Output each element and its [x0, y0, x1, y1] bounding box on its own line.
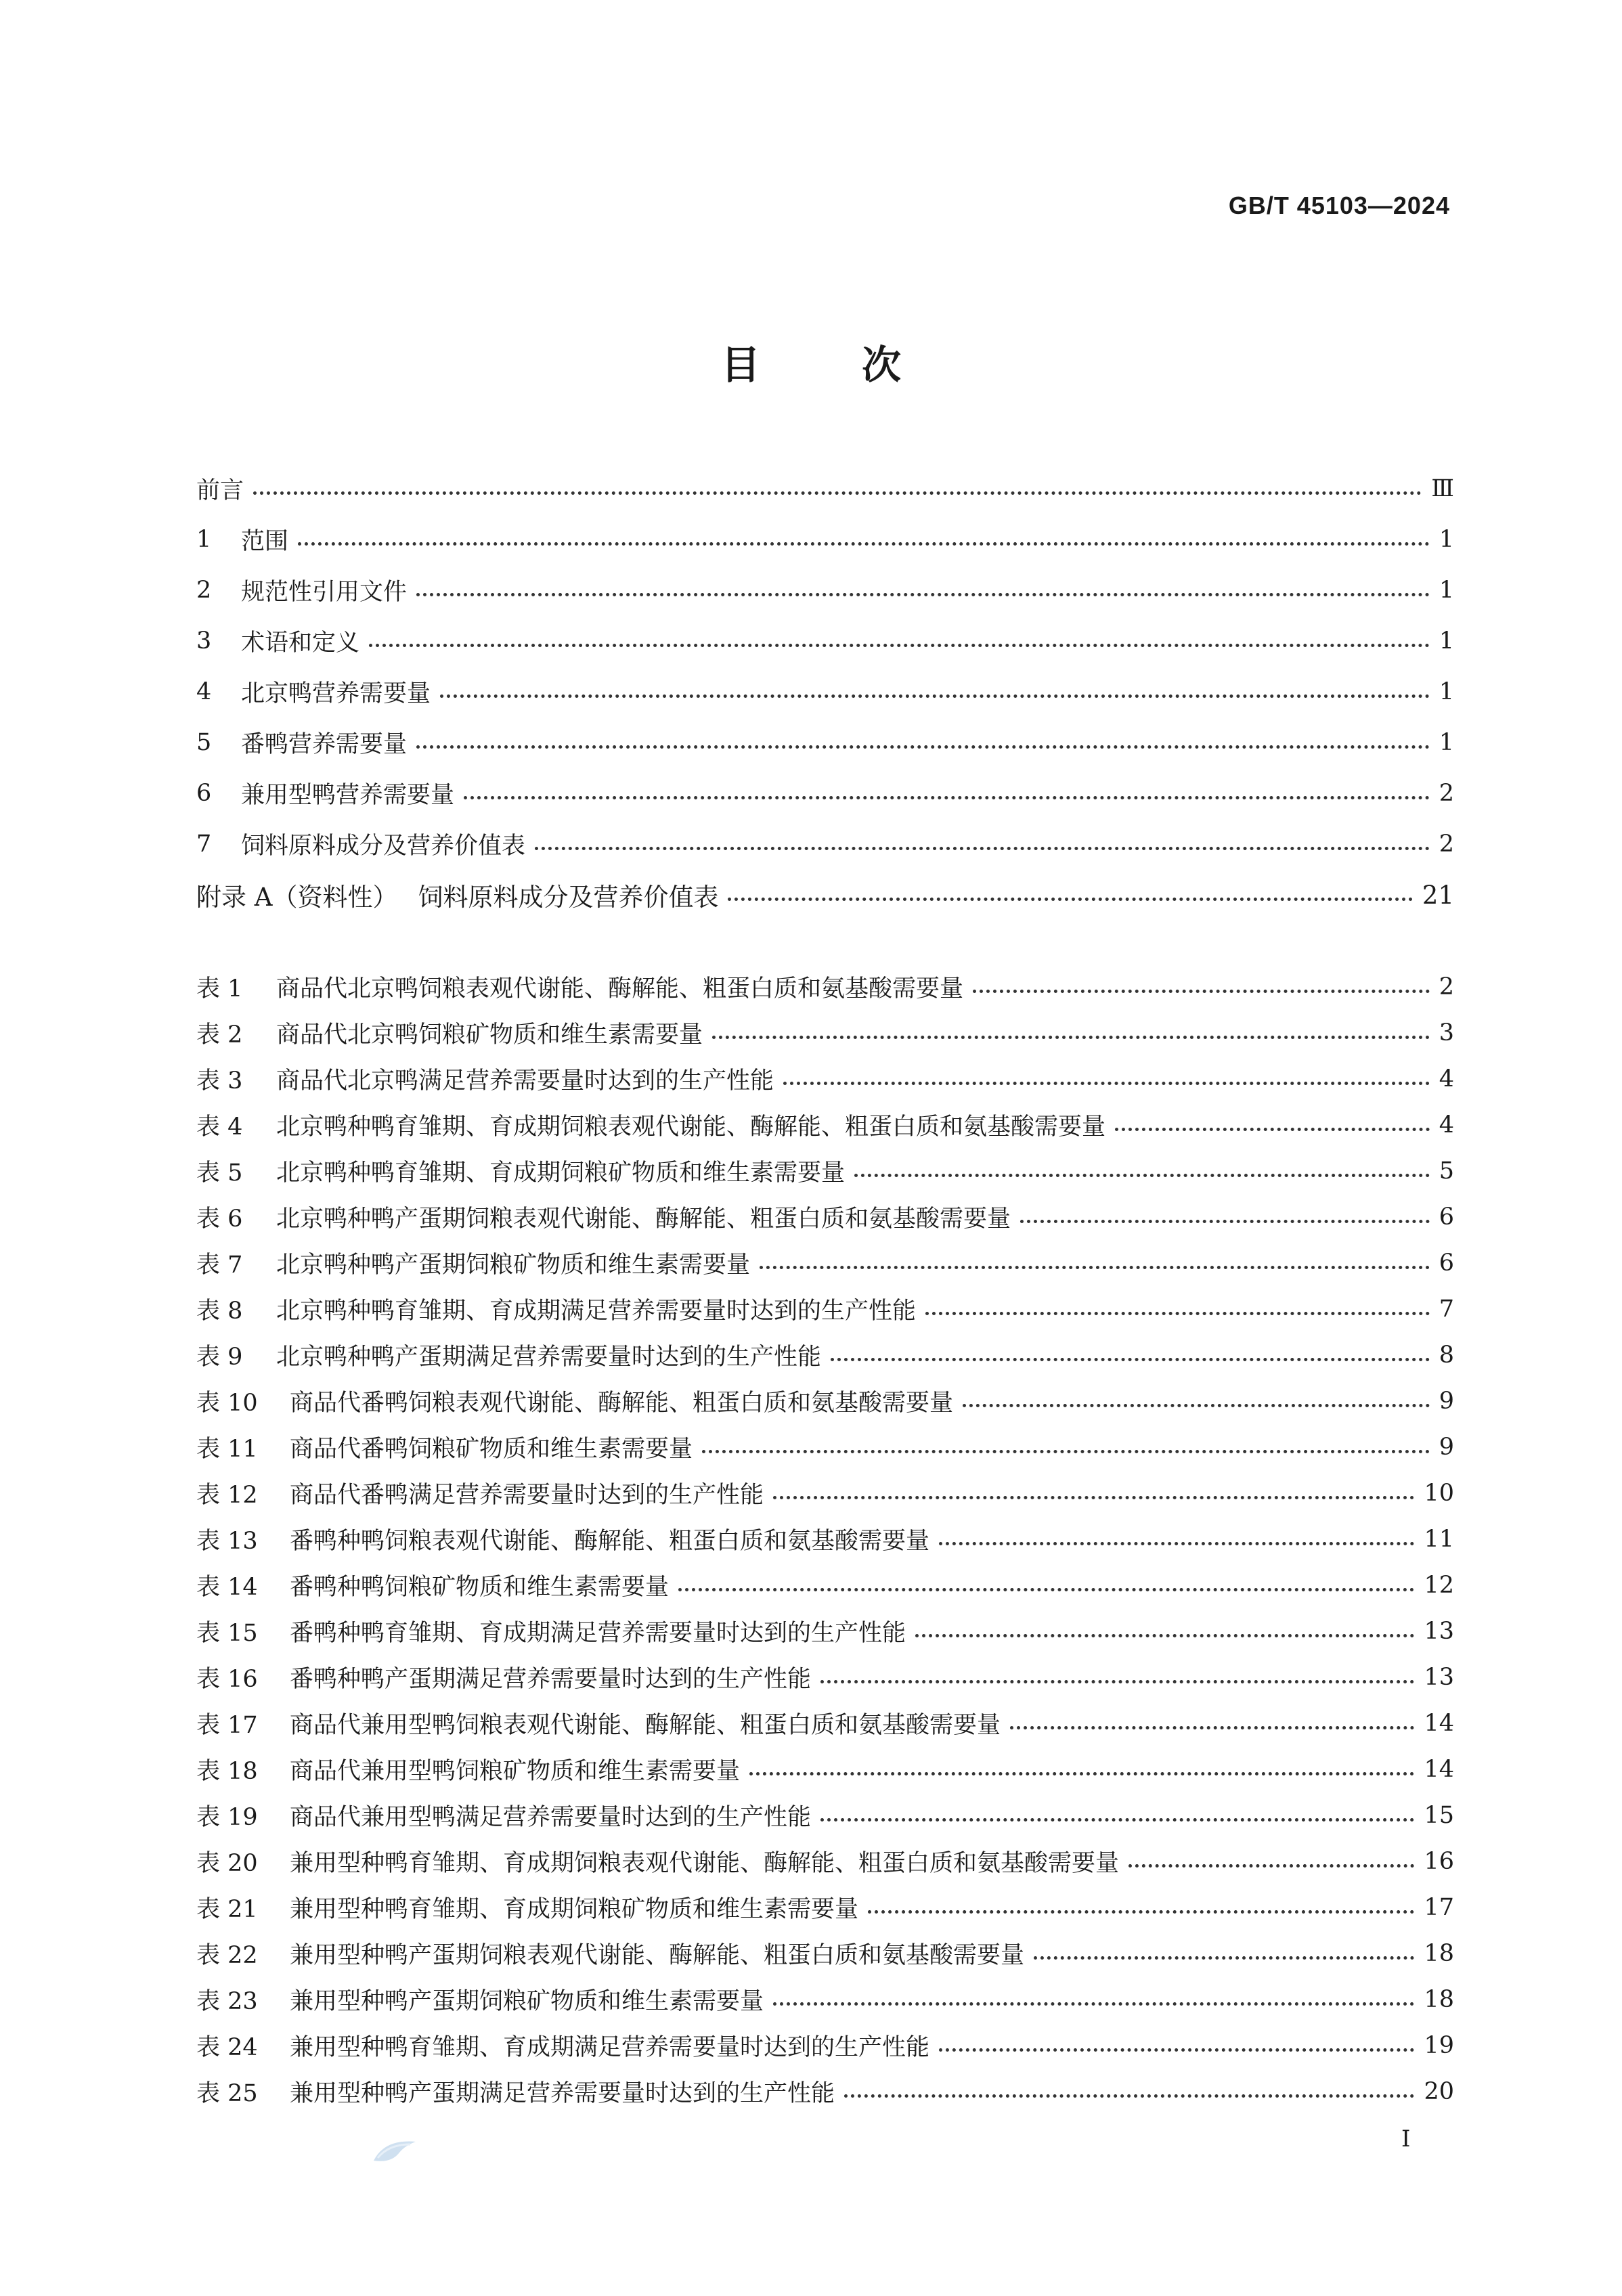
toc-label: 商品代兼用型鸭满足营养需要量时达到的生产性能 — [290, 1804, 812, 1831]
toc-number: 表 5 — [196, 1160, 243, 1187]
toc-number: 表 17 — [196, 1712, 258, 1739]
toc-entry-clause-5[interactable] — [196, 722, 1454, 763]
toc-page: 2 — [1439, 973, 1454, 1000]
toc-label: 商品代北京鸭满足营养需要量时达到的生产性能 — [276, 1067, 774, 1095]
toc-page: 9 — [1439, 1434, 1454, 1461]
toc-label: 兼用型种鸭育雏期、育成期饲粮表观代谢能、酶解能、粗蛋白质和氨基酸需要量 — [290, 1850, 1120, 1877]
toc-number: 表 1 — [196, 975, 243, 1002]
toc-page: 9 — [1439, 1388, 1454, 1415]
toc-number: 表 25 — [196, 2080, 258, 2107]
toc-entry-table-14[interactable] — [196, 1565, 1454, 1606]
toc-number: 表 4 — [196, 1113, 243, 1141]
toc-number: 表 24 — [196, 2034, 258, 2061]
toc-label: 兼用型种鸭产蛋期饲粮矿物质和维生素需要量 — [290, 1988, 764, 2015]
toc-number: 表 15 — [196, 1620, 258, 1647]
toc-page: 1 — [1439, 577, 1454, 604]
toc-number: 表 14 — [196, 1574, 258, 1601]
toc-entry-table-1[interactable] — [196, 967, 1454, 1007]
toc-page: 12 — [1424, 1572, 1454, 1599]
toc-page: 15 — [1424, 1802, 1454, 1829]
toc-entry-table-12[interactable] — [196, 1473, 1454, 1514]
toc-number: 表 12 — [196, 1482, 258, 1509]
toc-number: 表 22 — [196, 1942, 258, 1969]
toc-entry-table-9[interactable] — [196, 1335, 1454, 1375]
toc-entry-table-4[interactable] — [196, 1105, 1454, 1145]
toc-number: 5 — [196, 729, 212, 756]
toc-label: 番鸭种鸭饲粮表观代谢能、酶解能、粗蛋白质和氨基酸需要量 — [290, 1528, 930, 1555]
dot-leader — [973, 990, 1430, 993]
toc-label: 兼用型种鸭育雏期、育成期满足营养需要量时达到的生产性能 — [290, 2034, 930, 2061]
page-title — [0, 333, 1622, 390]
dot-leader — [939, 2048, 1414, 2052]
toc-page: 6 — [1439, 1204, 1454, 1231]
toc-page: 17 — [1424, 1894, 1454, 1921]
toc-number: 2 — [196, 577, 212, 604]
toc-label: 北京鸭营养需要量 — [241, 680, 431, 707]
toc-label: 番鸭种鸭育雏期、育成期满足营养需要量时达到的生产性能 — [290, 1620, 906, 1647]
toc-page: Ⅲ — [1431, 475, 1454, 502]
dot-leader — [773, 2002, 1414, 2006]
toc-page: 3 — [1439, 1019, 1454, 1046]
toc-label: 商品代北京鸭饲粮表观代谢能、酶解能、粗蛋白质和氨基酸需要量 — [276, 975, 964, 1002]
dot-leader — [728, 898, 1412, 901]
toc-entry-table-23[interactable] — [196, 1979, 1454, 2020]
toc-label: 商品代兼用型鸭饲粮表观代谢能、酶解能、粗蛋白质和氨基酸需要量 — [290, 1712, 1001, 1739]
toc-entry-clause-7[interactable] — [196, 824, 1454, 864]
toc-entry-table-13[interactable] — [196, 1519, 1454, 1560]
toc-number: 表 10 — [196, 1390, 258, 1417]
dot-leader — [963, 1404, 1430, 1407]
dot-leader — [535, 847, 1430, 850]
toc-entry-table-7[interactable] — [196, 1243, 1454, 1283]
toc-page: 4 — [1439, 1065, 1454, 1092]
toc-page: 1 — [1439, 678, 1454, 705]
toc-page: 2 — [1439, 831, 1454, 858]
toc-label: 饲料原料成分及营养价值表 — [241, 833, 526, 860]
toc-label: 商品代北京鸭饲粮矿物质和维生素需要量 — [276, 1021, 703, 1048]
toc-entry-clause-6[interactable] — [196, 773, 1454, 814]
toc-number: 表 2 — [196, 1021, 243, 1048]
toc-label: 兼用型种鸭产蛋期饲粮表观代谢能、酶解能、粗蛋白质和氨基酸需要量 — [290, 1942, 1025, 1969]
toc-page: 18 — [1424, 1986, 1454, 2013]
title-char-1: 目 — [720, 342, 760, 388]
toc-number: 表 19 — [196, 1804, 258, 1831]
toc-page: 1 — [1439, 729, 1454, 756]
dot-leader — [831, 1358, 1430, 1361]
toc-label: 兼用型种鸭育雏期、育成期饲粮矿物质和维生素需要量 — [290, 1896, 859, 1923]
toc-label: 北京鸭种鸭育雏期、育成期饲粮表观代谢能、酶解能、粗蛋白质和氨基酸需要量 — [276, 1113, 1106, 1141]
dot-leader — [440, 694, 1430, 698]
toc-entry-annex-a[interactable] — [196, 875, 1454, 915]
toc-entry-clause-4[interactable] — [196, 671, 1454, 712]
toc-entry-clause-3[interactable] — [196, 621, 1454, 661]
toc-entry-table-6[interactable] — [196, 1197, 1454, 1237]
dot-leader — [1020, 1220, 1430, 1223]
toc-entry-table-11[interactable] — [196, 1427, 1454, 1467]
toc-label: 北京鸭种鸭产蛋期饲粮矿物质和维生素需要量 — [276, 1252, 751, 1279]
dot-leader — [844, 2094, 1414, 2098]
toc-label: 北京鸭种鸭育雏期、育成期满足营养需要量时达到的生产性能 — [276, 1298, 917, 1325]
toc-page: 1 — [1439, 526, 1454, 553]
toc-number: 表 23 — [196, 1988, 258, 2015]
toc-page: 20 — [1424, 2078, 1454, 2105]
toc-number: 表 18 — [196, 1758, 258, 1785]
dot-leader — [1010, 1726, 1414, 1729]
dot-leader — [1034, 1956, 1414, 1960]
toc-entry-table-22[interactable] — [196, 1933, 1454, 1974]
toc-entry-table-21[interactable] — [196, 1887, 1454, 1928]
toc-entry-clause-2[interactable] — [196, 570, 1454, 611]
toc-number: 表 6 — [196, 1206, 243, 1233]
dot-leader — [854, 1174, 1430, 1177]
dot-leader — [820, 1680, 1414, 1683]
toc-number: 表 7 — [196, 1252, 243, 1279]
toc-page: 1 — [1439, 627, 1454, 655]
standard-code: GB/T 45103—2024 — [1228, 192, 1450, 219]
toc-number: 表 20 — [196, 1850, 258, 1877]
toc-label: 北京鸭种鸭产蛋期满足营养需要量时达到的生产性能 — [276, 1344, 822, 1371]
toc-label: 商品代番鸭满足营养需要量时达到的生产性能 — [290, 1482, 764, 1509]
dot-leader — [712, 1036, 1430, 1039]
toc-page: 21 — [1422, 880, 1454, 910]
toc-label: 兼用型种鸭产蛋期满足营养需要量时达到的生产性能 — [290, 2080, 835, 2107]
toc-label: 术语和定义 — [241, 630, 360, 657]
toc-number: 4 — [196, 678, 212, 705]
toc-page: 11 — [1424, 1526, 1454, 1553]
dot-leader — [253, 491, 1422, 495]
toc-label: 范围 — [241, 528, 289, 555]
toc-number: 1 — [196, 526, 212, 553]
toc-page: 19 — [1424, 2032, 1454, 2059]
toc-page: 6 — [1439, 1250, 1454, 1277]
toc-label: 北京鸭种鸭育雏期、育成期饲粮矿物质和维生素需要量 — [276, 1160, 846, 1187]
dot-leader — [416, 745, 1430, 749]
toc-page: 14 — [1424, 1756, 1454, 1783]
dot-leader — [298, 542, 1430, 546]
toc-page: 8 — [1439, 1342, 1454, 1369]
dot-leader — [773, 1496, 1414, 1499]
dot-leader — [369, 644, 1430, 647]
dot-leader — [1115, 1128, 1430, 1131]
toc-entry-table-5[interactable] — [196, 1151, 1454, 1191]
toc-page: 18 — [1424, 1940, 1454, 1967]
dot-leader — [820, 1818, 1414, 1822]
toc-entry-table-20[interactable] — [196, 1841, 1454, 1882]
toc-number: 7 — [196, 831, 212, 858]
dot-leader — [416, 593, 1430, 596]
toc-page: 4 — [1439, 1111, 1454, 1139]
toc-entry-table-24[interactable] — [196, 2025, 1454, 2066]
toc-entry-table-19[interactable] — [196, 1795, 1454, 1836]
dot-leader — [925, 1312, 1430, 1315]
toc-number: 6 — [196, 780, 212, 807]
toc-page: 5 — [1439, 1157, 1454, 1185]
toc-label: 番鸭种鸭饲粮矿物质和维生素需要量 — [290, 1574, 670, 1601]
toc-label: 前言 — [196, 477, 244, 504]
toc-number: 表 3 — [196, 1067, 243, 1095]
toc-label: 番鸭种鸭产蛋期满足营养需要量时达到的生产性能 — [290, 1666, 812, 1693]
toc-number: 表 8 — [196, 1298, 243, 1325]
toc-number: 表 21 — [196, 1896, 258, 1923]
toc-entry-table-8[interactable] — [196, 1289, 1454, 1329]
dot-leader — [678, 1588, 1414, 1591]
dot-leader — [760, 1266, 1430, 1269]
toc-page: 7 — [1439, 1296, 1454, 1323]
dot-leader — [783, 1082, 1430, 1085]
toc-entry-foreword[interactable] — [196, 468, 1454, 509]
toc-page: 13 — [1424, 1618, 1454, 1645]
toc-label: 商品代兼用型鸭饲粮矿物质和维生素需要量 — [290, 1758, 741, 1785]
toc-number: 3 — [196, 627, 212, 655]
dot-leader — [868, 1910, 1414, 1914]
toc-entry-table-16[interactable] — [196, 1657, 1454, 1698]
title-char-2: 次 — [862, 342, 902, 388]
dot-leader — [1128, 1864, 1414, 1868]
toc-label: 兼用型鸭营养需要量 — [241, 782, 455, 809]
toc-label: 饲料原料成分及营养价值表 — [418, 883, 719, 912]
sac-logo-icon — [371, 2138, 418, 2166]
toc-entry-table-10[interactable] — [196, 1381, 1454, 1421]
toc-entry-table-18[interactable] — [196, 1749, 1454, 1790]
dot-leader — [749, 1772, 1414, 1775]
toc-number: 表 9 — [196, 1344, 243, 1371]
dot-leader — [464, 796, 1430, 799]
toc-label: 商品代番鸭饲粮矿物质和维生素需要量 — [290, 1436, 693, 1463]
toc-number: 表 16 — [196, 1666, 258, 1693]
toc-page: 2 — [1439, 780, 1454, 807]
toc-label: 商品代番鸭饲粮表观代谢能、酶解能、粗蛋白质和氨基酸需要量 — [290, 1390, 954, 1417]
toc-entry-table-17[interactable] — [196, 1703, 1454, 1744]
toc-entry-table-15[interactable] — [196, 1611, 1454, 1652]
toc-number: 附录 A（资料性） — [196, 883, 398, 912]
toc-page: 10 — [1424, 1480, 1454, 1507]
dot-leader — [915, 1634, 1414, 1637]
toc-entry-table-2[interactable] — [196, 1013, 1454, 1053]
toc-page: 13 — [1424, 1664, 1454, 1691]
dot-leader — [702, 1450, 1430, 1453]
toc-entry-table-25[interactable] — [196, 2071, 1454, 2112]
toc-label: 北京鸭种鸭产蛋期饲粮表观代谢能、酶解能、粗蛋白质和氨基酸需要量 — [276, 1206, 1011, 1233]
toc-label: 规范性引用文件 — [241, 579, 408, 606]
toc-page: 16 — [1424, 1848, 1454, 1875]
toc-number: 表 13 — [196, 1528, 258, 1555]
toc-page: 14 — [1424, 1710, 1454, 1737]
toc-entry-clause-1[interactable] — [196, 519, 1454, 560]
toc-entry-table-3[interactable] — [196, 1059, 1454, 1099]
dot-leader — [939, 1542, 1414, 1545]
footer-page-number: I — [1401, 2125, 1411, 2152]
toc-number: 表 11 — [196, 1436, 258, 1463]
toc-label: 番鸭营养需要量 — [241, 731, 408, 758]
